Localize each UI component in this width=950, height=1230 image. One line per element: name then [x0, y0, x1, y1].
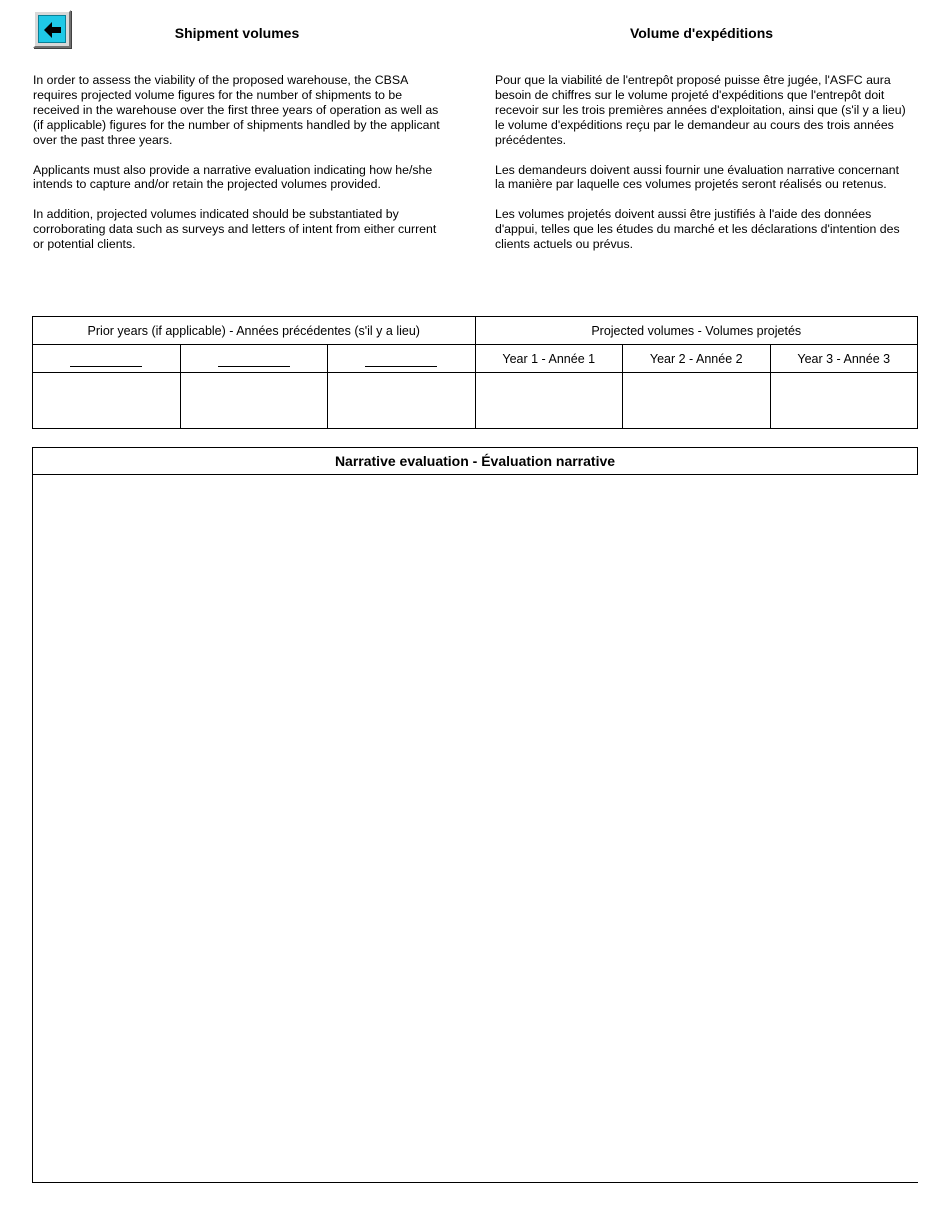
prior-year-3-label-cell	[328, 345, 476, 373]
instructions-english	[33, 73, 448, 267]
prior-year-3-label-field[interactable]	[365, 350, 437, 367]
projected-year-1-label: Year 1 - Année 1	[475, 345, 623, 373]
projected-volumes-header: Projected volumes - Volumes projetés	[475, 317, 918, 345]
projected-year-3-label: Year 3 - Année 3	[770, 345, 918, 373]
prior-year-1-label-cell	[33, 345, 181, 373]
projected-year-2-volume-field[interactable]	[623, 373, 771, 429]
instructions-french-paragraph: Les demandeurs doivent aussi fournir une évaluation narrative concernant la manière par laquelle ces volumes projetés seront réalisés ou retenus.	[495, 162, 899, 192]
instructions-english-paragraph: In order to assess the viability of the proposed warehouse, the CBSA requires projected volume figures for the number of shipments to be received in the warehouse over the first three years of operation as well as (if applicable) figures for the number of shipments handled by the applicant over the past three years.	[33, 73, 440, 147]
prior-year-1-volume-field[interactable]	[33, 373, 181, 429]
prior-years-header: Prior years (if applicable) - Années précédentes (s'il y a lieu)	[33, 317, 476, 345]
projected-year-2-label: Year 2 - Année 2	[623, 345, 771, 373]
shipment-volumes-table	[32, 316, 918, 429]
instructions-french	[495, 73, 910, 267]
narrative-evaluation-field[interactable]	[32, 475, 918, 1183]
instructions-french-paragraph: Pour que la viabilité de l'entrepôt proposé puisse être jugée, l'ASFC aura besoin de chiffres sur le volume projeté d'expéditions que l'entrepôt doit recevoir sur les trois premières années d'exploitation, ainsi que (s'il y a lieu) le volume d'expéditions reçu par le demandeur au cours des trois années précédentes.	[495, 73, 906, 147]
instructions-english-paragraph: Applicants must also provide a narrative evaluation indicating how he/she intends to capture and/or retain the projected volumes provided.	[33, 162, 433, 192]
projected-year-3-volume-field[interactable]	[770, 373, 918, 429]
prior-year-3-volume-field[interactable]	[328, 373, 476, 429]
prior-year-1-label-field[interactable]	[70, 350, 142, 367]
page-title-english: Shipment volumes	[174, 25, 300, 41]
projected-year-1-volume-field[interactable]	[475, 373, 623, 429]
instructions-french-paragraph: Les volumes projetés doivent aussi être justifiés à l'aide des données d'appui, telles que les études du marché et les déclarations d'intention des clients actuels ou prévus.	[495, 207, 900, 252]
page-title-french: Volume d'expéditions	[629, 25, 774, 41]
prior-year-2-label-field[interactable]	[218, 350, 290, 367]
prior-year-2-label-cell	[180, 345, 328, 373]
prior-year-2-volume-field[interactable]	[180, 373, 328, 429]
narrative-evaluation-header: Narrative evaluation - Évaluation narrative	[32, 447, 918, 475]
instructions-english-paragraph: In addition, projected volumes indicated should be substantiated by corroborating data such as surveys and letters of intent from either current or potential clients.	[33, 207, 437, 252]
